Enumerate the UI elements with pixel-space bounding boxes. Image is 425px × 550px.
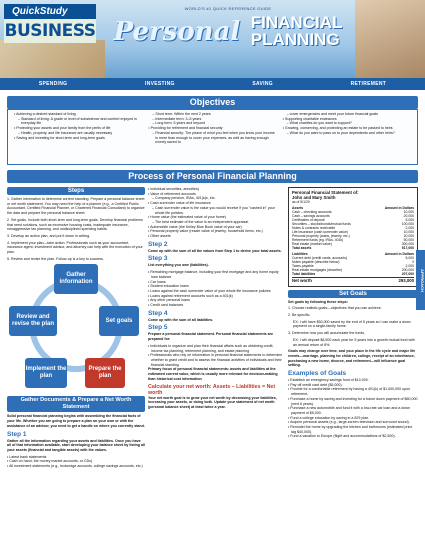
list-item: • Personal property value (resale value of jewelry, household items, etc.) xyxy=(148,229,284,234)
step3-list xyxy=(148,270,284,308)
list-item: • Loans against the cash surrender value of your whole life insurance policies xyxy=(148,289,284,294)
financial-statement-table xyxy=(288,187,418,287)
step1-text: Gather all the information regarding your assets and liabilities. Once you have all of that information available, start developing your balance sheet by listing all your assets (financial and tangible assets) with the values. xyxy=(7,438,145,452)
list-item: • Loans against retirement accounts such as a 401(k) xyxy=(148,294,284,299)
goal-step: 3. Determine how you will accumulate the funds. xyxy=(288,331,366,336)
menu-investing: INVESTING xyxy=(145,81,175,87)
table-row: Real estate (market value) 300,000 xyxy=(292,242,414,247)
list-item: • Student education loans xyxy=(148,284,284,289)
objective-subitem: – Long term: 5 years and beyond xyxy=(148,121,276,126)
menu-retirement: RETIREMENT xyxy=(350,81,387,87)
statement-names: John and Mary Smith xyxy=(292,195,336,201)
list-item: • Home value (the estimated value of your home) xyxy=(148,215,284,220)
examples-heading: Examples of Goals xyxy=(288,370,347,378)
list-item: • Credit card balances xyxy=(148,303,284,308)
planning-cycle-diagram xyxy=(7,264,145,396)
statement-date: as of 5/1/20 xyxy=(292,200,310,205)
table-row: Retirement funds (eg. IRAs, 401k) 50,000 xyxy=(292,238,414,243)
table-row: Cash – savings accounts 20,000 xyxy=(292,213,414,218)
step2-text: Come up with the sum of all the values from Step 1 to derive your total assets. xyxy=(148,248,282,253)
cycle-node-review: Review and revise the plan xyxy=(9,306,57,336)
step-text-1: 1. Gather information to determine current standing. Prepare a personal balance sheet or net worth statement. You may need the help of a planner (e.g., a Certified Public Accountant, Certified Financial Planner, or Chartered Financial Consultant) to organize the data and prepare the personal balance sheet. xyxy=(7,197,145,216)
table-row: Certificates of deposit 5,000 xyxy=(292,217,414,222)
objective-item: • Supporting charitable endeavors xyxy=(283,117,411,122)
table-row: Notes & contracts receivable 2,000 xyxy=(292,225,414,230)
primary-focus-text: Primary focus of personal financial statements: assets and liabilities at the estimated current value, which is usually more relevant for decision-making than historical cost information xyxy=(148,367,278,381)
net-worth-text: Your net worth goal is to grow your net worth by decreasing your liabilities, increasing your assets, or doing both. Update your statement of net worth (personal balance sheet) at least twice a year. xyxy=(148,395,277,409)
objective-subitem: – What do you want to pass on to your dependents and other heirs? xyxy=(283,131,411,136)
total-liabilities-row: Total liabilities 207,000 xyxy=(292,272,414,276)
step-text-3: 3. Develop an action plan, and put it down in writing. xyxy=(7,233,91,238)
title-personal: Personal xyxy=(113,17,241,47)
page-title xyxy=(88,6,368,48)
title-financial-planning xyxy=(251,14,343,48)
process-heading: Process of Personal Financial Planning xyxy=(7,170,418,183)
statement-title: Personal Financial Statement of: xyxy=(292,190,359,195)
list-item: • Car loans xyxy=(148,280,284,285)
list-item: • Professionals who rely on information in personal financial statements to determine whether to grant credit and to assess the financial activities of individuals and their financial standing xyxy=(148,353,284,367)
step2-heading: Step 2 xyxy=(148,240,168,248)
list-item: • Any other personal loans xyxy=(148,298,284,303)
net-worth-row: Net worth 293,000 xyxy=(292,278,414,284)
objectives-col-1 xyxy=(11,112,145,162)
objective-subitem: – What charities do you want to support? xyxy=(283,121,411,126)
objectives-col-2 xyxy=(145,112,279,162)
step-text-4: 4. Implement your plan—take action. Professionals such as your accountant, insurance agent, investment advisor, and attorney can help with the execution of your plan. xyxy=(7,240,143,255)
list-item: • Fund a vacation to Europe (flight and accommodations of $2,500). xyxy=(288,434,418,439)
total-assets-row: Total assets 517,000 xyxy=(292,246,414,251)
asset-list xyxy=(148,187,284,239)
goal-example: EX: I will deposit $8,500 each year for 5 years into a growth mutual fund with an annual return of 8%. xyxy=(293,337,415,347)
step4-heading: Step 4 xyxy=(148,309,168,317)
list-item: • Establish an emergency savings fund of $10,000. xyxy=(288,378,418,383)
objective-continued: – cover emergencies and meet your future financial goals xyxy=(283,112,411,117)
objective-subitem: – Standard of living: A grade or level of subsistence and comfort enjoyed in everyday life xyxy=(14,117,142,126)
list-item: • Remodel the home by upgrading the kitchen and bathrooms (estimated price tag $40,000). xyxy=(288,425,418,434)
objectives-col-3 xyxy=(280,112,414,162)
table-row: Real estate mortgages (describe) 200,000 xyxy=(292,267,414,272)
step4-text: Come up with the sum of all liabilities. xyxy=(148,317,214,322)
list-item: • Provide for a comfortable retirement by having a 401(k) of $1,000,000 upon retirement. xyxy=(288,387,418,396)
brand-business: BUSINESS xyxy=(4,21,96,41)
objective-subitem: – Intermediate term: 3–5 years xyxy=(148,117,276,122)
topic-menubar xyxy=(0,78,425,90)
list-item: • Purchase a home by saving and investing for a future down payment of $60,000 (next 6 years). xyxy=(288,397,418,406)
objective-item: • Achieving a desired standard of living xyxy=(14,112,142,117)
list-subitem: – The best estimate of the value is an independent appraisal. xyxy=(148,220,284,225)
list-item: • Fund a college education by saving in a 529 plan. xyxy=(288,416,418,421)
list-item: • Latest bank statements xyxy=(7,455,145,460)
step3-heading: Step 3 xyxy=(148,255,168,263)
step3-text: List everything you owe (liabilities). xyxy=(148,263,209,268)
column-steps xyxy=(7,187,145,469)
table-row: Personal property (autos, jewelry, etc.) 20,000 xyxy=(292,234,414,239)
objective-item: • Providing for retirement and financial security xyxy=(148,126,276,131)
objective-subitem: – Health, property, and life insurance are usually necessary xyxy=(14,131,142,136)
step5-heading: Step 5 xyxy=(148,324,168,332)
objective-item: • Growing, conserving, and protecting an estate to be passed to heirs xyxy=(283,126,411,131)
net-worth-formula: Calculate your net worth: Assets – Liabilities = Net worth xyxy=(148,383,276,396)
step-text-5: 5. Review and revise the plan. Follow-up is a key to success. xyxy=(7,256,104,261)
list-item: • Individuals to organize and plan their financial affairs such as obtaining credit, income tax planning, retirement planning, and estate planning xyxy=(148,344,284,353)
table-row: Cash – checking accounts 10,000 xyxy=(292,209,414,214)
objective-subitem: – Financial security: The peace of mind you feel when you know your income is more than enough to cover your expenses, as well as having enough money saved to xyxy=(148,131,276,145)
cycle-node-set-goals: Set goals xyxy=(99,306,139,336)
brand-logo xyxy=(4,4,96,60)
cycle-node-prepare: Prepare the plan xyxy=(85,358,125,388)
list-item: • Remaining mortgage balance, including your first mortgage and any home equity loan balance xyxy=(148,270,284,279)
objectives-box xyxy=(7,109,418,165)
set-goals-heading: Set Goals xyxy=(288,290,418,298)
title-planning: PLANNING xyxy=(250,30,340,49)
step-text-2: 2. Set goals. Include both short-term and long-term goals. Develop financial problems that need solutions, such as excessive housing costs, inadequate insurance, nonaggressive tax planning, and undisciplined spending habits. xyxy=(7,217,143,232)
list-item: • Acquire personal assets (e.g., large-screen television and surround sound). xyxy=(288,420,418,425)
step5-text: Prepare a personal financial statement. Personal financial statements are prepared for: xyxy=(148,332,274,342)
table-row: Taxes payable 2,000 xyxy=(292,263,414,268)
step5-list xyxy=(148,344,284,368)
objective-item: • Protecting your assets and your family from the perils of life xyxy=(14,126,142,131)
assets-header: Assets Amount in Dollars xyxy=(292,205,414,210)
list-item: • Cash on hand, the money market accounts, or CDs) xyxy=(7,459,145,464)
goal-step: 2. Be specific. xyxy=(288,313,311,317)
objectives-heading: Objectives xyxy=(7,96,418,109)
goal-example: EX: I will have $50,000 saved by the end of 5 years so I can make a down payment on a single-family home. xyxy=(293,319,411,329)
liabilities-header: Liabilities Amount in Dollars xyxy=(292,251,414,256)
objective-subitem: – Short term: Within the next 2 years xyxy=(148,112,276,117)
table-row: Notes payable (describe below) 0 xyxy=(292,259,414,264)
cycle-node-implement: Implement the plan xyxy=(25,358,67,388)
list-item: • Cash surrender value of life insurance xyxy=(148,201,284,206)
brand-quickstudy: QuickStudy xyxy=(4,4,96,19)
gather-documents-heading: Gather Documents & Prepare a Net Worth Statement xyxy=(7,396,145,412)
list-item: • Value of retirement accounts xyxy=(148,192,284,197)
list-subitem: – Cash surrender value is the value you would receive if you "cashed in" your whole life policies. xyxy=(148,206,284,215)
table-row: Current debt (credit cards, accounts) 5,000 xyxy=(292,255,414,260)
step1-list xyxy=(7,455,145,469)
list-item: • All investment statements (e.g., brokerage accounts, college savings accounts, etc.) xyxy=(7,464,145,469)
list-item: • Other assets xyxy=(148,234,284,239)
title-financial: FINANCIAL xyxy=(250,13,343,32)
header-banner xyxy=(0,0,425,78)
menu-saving: SAVING xyxy=(252,81,273,87)
steps-heading: Steps xyxy=(7,187,145,195)
list-item: • Automobile value (the Kelley Blue Book value of your car) xyxy=(148,225,284,230)
side-tab: APPROACH xyxy=(416,250,425,310)
list-subitem: – Company pension, IRAs, 401(k)s, etc. xyxy=(148,196,284,201)
cycle-node-gather: Gather information xyxy=(54,264,98,294)
list-item: • Purchase a new automobile and fund it with a low-rate car loan and a down payment of $5,000. xyxy=(288,406,418,415)
objective-item: • Saving and investing for short-term and long-term goals xyxy=(14,136,142,141)
step1-heading: Step 1 xyxy=(7,430,27,438)
menu-spending: SPENDING xyxy=(38,81,68,87)
goals-note: Goals may change over time, and your place in the life cycle and major life events—marriage, planning for children, college, receipt of an inheritance, purchasing a new home, divorce, and retirement—will influence goal setting. xyxy=(288,349,416,368)
gather-documents-text: Solid personal financial planning begins with assembling the financial facts of your life. Whether you are going to prepare a plan on your own or with the assistance of an advisor, you need to get a handle on where you currently stand. xyxy=(7,414,145,428)
table-row: Life insurance (cash surrender value) 10,000 xyxy=(292,230,414,235)
goal-step: 1. Choose realistic goals—objectives that you can achieve. xyxy=(288,306,382,311)
title-topline: WORLD'S #1 QUICK REFERENCE GUIDE xyxy=(184,6,272,11)
examples-list xyxy=(288,378,418,439)
column-statement-goals xyxy=(288,187,418,439)
table-row: Securities – stocks/bonds/mutual funds 100,000 xyxy=(292,221,414,226)
list-item: • Pay off credit card debt ($5,000). xyxy=(288,383,418,388)
column-steps-continued xyxy=(148,187,284,412)
list-item: • individual securities, annuities) xyxy=(148,187,284,192)
set-goals-intro: Set goals by following these steps: xyxy=(288,299,348,304)
